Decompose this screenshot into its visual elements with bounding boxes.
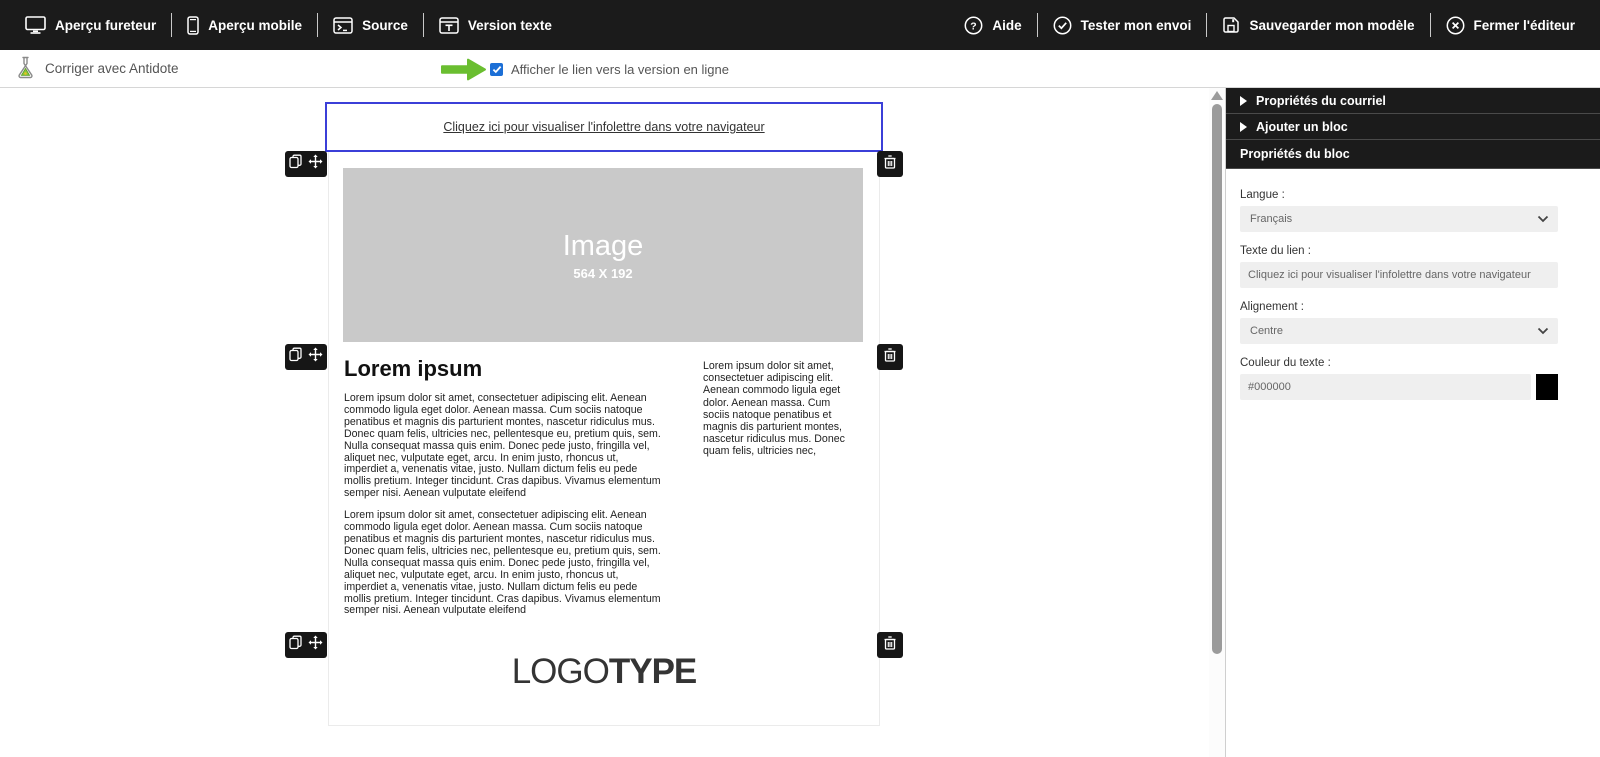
editor-canvas xyxy=(0,88,1209,757)
save-icon xyxy=(1222,16,1240,34)
trash-icon xyxy=(884,636,896,655)
mobile-preview-label: Aperçu mobile xyxy=(208,17,303,33)
online-version-link[interactable]: Cliquez ici pour visualiser l'infolettre dans votre navigateur xyxy=(443,120,765,134)
alignment-label: Alignement : xyxy=(1240,301,1304,313)
text-block-delete-button[interactable] xyxy=(877,344,903,370)
source-icon xyxy=(333,17,353,34)
logotype[interactable] xyxy=(328,652,880,692)
antidote-label: Corriger avec Antidote xyxy=(45,61,179,76)
logotype-light: LOGO xyxy=(511,652,609,691)
move-icon[interactable] xyxy=(308,154,323,174)
link-text-label: Texte du lien : xyxy=(1240,245,1311,257)
text-color-swatch[interactable] xyxy=(1536,374,1558,400)
svg-text:?: ? xyxy=(970,19,978,32)
language-label: Langue : xyxy=(1240,189,1285,201)
canvas-scrollbar[interactable] xyxy=(1209,88,1225,757)
section-block-properties[interactable] xyxy=(1226,140,1600,169)
toolbar-separator xyxy=(1430,13,1431,37)
text-block-toolbar xyxy=(285,344,327,370)
online-version-toggle xyxy=(490,50,729,88)
toolbar-right-group xyxy=(949,0,1590,50)
article-heading[interactable]: Lorem ipsum xyxy=(344,356,483,381)
image-placeholder-dimensions: 564 X 192 xyxy=(573,265,633,281)
toolbar-left-group xyxy=(10,0,567,50)
toolbar-separator xyxy=(1206,13,1207,37)
move-icon[interactable] xyxy=(308,347,323,367)
image-block-delete-button[interactable] xyxy=(877,151,903,177)
chevron-down-icon xyxy=(1537,215,1549,223)
scrollbar-thumb[interactable] xyxy=(1212,104,1222,654)
test-send-button[interactable] xyxy=(1038,12,1207,38)
save-template-label: Sauvegarder mon modèle xyxy=(1249,17,1415,33)
chevron-down-icon xyxy=(1537,327,1549,335)
scroll-up-arrow-icon[interactable] xyxy=(1211,91,1223,100)
monitor-icon xyxy=(25,16,46,34)
secondary-bar xyxy=(0,50,1600,88)
article-body-left[interactable] xyxy=(344,393,664,617)
copy-icon[interactable] xyxy=(289,635,302,655)
section-email-properties[interactable] xyxy=(1226,88,1600,114)
top-toolbar xyxy=(0,0,1600,50)
section-block-properties-label: Propriétés du bloc xyxy=(1240,147,1350,161)
copy-icon[interactable] xyxy=(289,154,302,174)
text-version-button[interactable] xyxy=(424,12,567,38)
article-body-right[interactable] xyxy=(703,360,852,458)
flask-icon xyxy=(16,56,35,82)
alignment-value: Centre xyxy=(1250,325,1284,337)
mobile-preview-button[interactable] xyxy=(172,12,317,38)
toolbar-separator xyxy=(317,13,318,37)
image-placeholder-label: Image xyxy=(562,229,644,262)
triangle-right-icon xyxy=(1240,122,1247,132)
close-editor-button[interactable] xyxy=(1431,12,1591,38)
online-version-checkbox[interactable] xyxy=(490,63,503,76)
source-label: Source xyxy=(362,17,408,33)
article-paragraph: Lorem ipsum dolor sit amet, consectetuer adipiscing elit. Aenean commodo ligula eget dolor. Aenean massa. Cum sociis natoque penatibus et magnis dis parturient montes, nascetur ridiculus mus. Donec quam felis, ultricies nec, pellentesque eu, pretium quis, sem. Nulla consequat massa quis enim. Donec pede justo, fringilla vel, aliquet nec, vulputate eget, arcu. In enim justo, rhoncus ut, imperdiet a, venenatis vitae, justo. Nullam dictum felis eu pede mollis pretium. Integer tincidunt. Cras dapibus. Vivamus elementum semper nisi. Aenean vulputate eleifend xyxy=(344,392,661,500)
check-circle-icon xyxy=(1053,16,1072,35)
logo-block-toolbar xyxy=(285,632,327,658)
main-area xyxy=(0,88,1600,757)
logotype-bold: TYPE xyxy=(608,652,697,691)
image-placeholder[interactable] xyxy=(343,168,863,342)
text-window-icon xyxy=(439,17,459,34)
online-version-link-block[interactable] xyxy=(325,102,883,152)
toolbar-separator xyxy=(423,13,424,37)
copy-icon[interactable] xyxy=(289,347,302,367)
browser-preview-button[interactable] xyxy=(10,12,171,38)
section-add-block-label: Ajouter un bloc xyxy=(1256,119,1348,134)
link-text-input[interactable] xyxy=(1240,262,1558,288)
source-button[interactable] xyxy=(318,12,423,38)
trash-icon xyxy=(884,348,896,367)
alignment-select[interactable] xyxy=(1240,318,1558,344)
language-value: Français xyxy=(1250,213,1293,225)
image-block-toolbar xyxy=(285,151,327,177)
close-circle-icon xyxy=(1446,16,1465,35)
save-template-button[interactable] xyxy=(1207,12,1429,38)
text-color-label: Couleur du texte : xyxy=(1240,357,1331,369)
section-email-properties-label: Propriétés du courriel xyxy=(1256,93,1386,108)
text-color-row xyxy=(1240,374,1586,400)
section-add-block[interactable] xyxy=(1226,114,1600,140)
toolbar-separator xyxy=(1037,13,1038,37)
phone-icon xyxy=(187,16,199,35)
toolbar-separator xyxy=(171,13,172,37)
green-arrow-icon xyxy=(440,58,487,86)
text-version-label: Version texte xyxy=(467,17,552,33)
close-editor-label: Fermer l'éditeur xyxy=(1473,17,1575,33)
online-version-label: Afficher le lien vers la version en ligne xyxy=(511,61,729,77)
language-select[interactable] xyxy=(1240,206,1558,232)
antidote-button[interactable] xyxy=(16,56,179,82)
move-icon[interactable] xyxy=(308,635,323,655)
help-icon xyxy=(964,16,983,35)
triangle-right-icon xyxy=(1240,96,1247,106)
trash-icon xyxy=(884,155,896,174)
article-side-paragraph: Lorem ipsum dolor sit amet, consectetuer adipiscing elit. Aenean commodo ligula eget dolor. Aenean massa. Cum sociis natoque penatibus et magnis dis parturient montes, nascetur ridiculus mus. Donec quam felis, ultricies nec, xyxy=(703,360,845,458)
browser-preview-label: Aperçu fureteur xyxy=(55,17,157,33)
properties-sidebar xyxy=(1225,88,1600,757)
article-paragraph: Lorem ipsum dolor sit amet, consectetuer adipiscing elit. Aenean commodo ligula eget dolor. Aenean massa. Cum sociis natoque penatibus et magnis dis parturient montes, nascetur ridiculus mus. Donec quam felis, ultricies nec, pellentesque eu, pretium quis, sem. Nulla consequat massa quis enim. Donec pede justo, fringilla vel, aliquet nec, vulputate eget, arcu. In enim justo, rhoncus ut, imperdiet a, venenatis vitae, justo. Nullam dictum felis eu pede mollis pretium. Integer tincidunt. Cras dapibus. Vivamus elementum semper nisi. Aenean vulputate eleifend xyxy=(344,509,661,617)
logo-block-delete-button[interactable] xyxy=(877,632,903,658)
text-color-input[interactable] xyxy=(1240,374,1531,400)
help-label: Aide xyxy=(992,17,1022,33)
test-send-label: Tester mon envoi xyxy=(1080,17,1192,33)
help-button[interactable] xyxy=(949,12,1036,38)
block-properties-panel xyxy=(1226,169,1600,400)
